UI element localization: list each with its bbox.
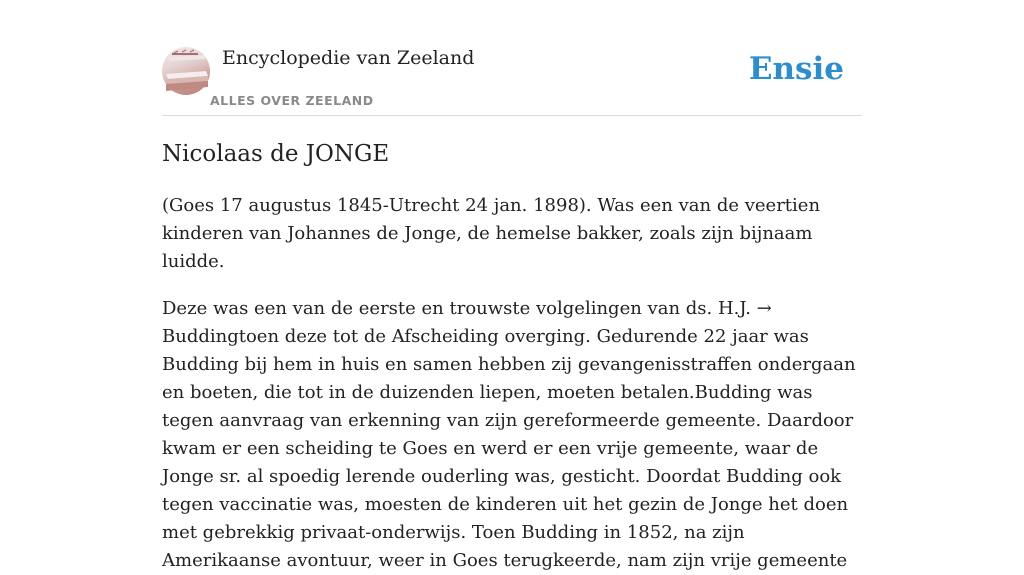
- article-paragraph: (Goes 17 augustus 1845-Utrecht 24 jan. 1898). Was een van de veertien kinderen van Johannes de Jonge, de hemelse bakker, zoals zijn bijnaam luidde.: [162, 195, 821, 272]
- site-logo[interactable]: [162, 47, 210, 95]
- book-stack-icon: [162, 47, 210, 95]
- article: [162, 136, 867, 575]
- site-title[interactable]: Encyclopedie van Zeeland: [222, 47, 475, 69]
- site-tagline: ALLES OVER ZEELAND: [210, 93, 374, 108]
- article-paragraph: Deze was een van de eerste en trouwste volgelingen van ds. H.J. → Buddingtoen deze tot de Afscheiding overging. Gedurende 22 jaar was Budding bij hem in huis en samen hebben zij gevangenisstraffen ondergaan en boeten, die tot in de duizenden liepen, moeten betalen.Budding was tegen aanvraag van erkenning van zijn gereformeerde gemeente. Daardoor kwam er een scheiding te Goes en werd er een vrije gemeente, waar de Jonge sr. al spoedig lerende ouderling was, gesticht. Doordat Budding ook tegen vaccinatie was, moesten de kinderen uit het gezin de Jonge het doen met gebrekkig privaat-onderwijs. Toen Budding in 1852, na zijn Amerikaanse avontuur, weer in Goes terugkeerde, nam zijn vrije gemeente: [162, 298, 856, 571]
- brand-logo-link[interactable]: Ensie: [748, 51, 844, 87]
- article-title: Nicolaas de JONGE: [162, 141, 390, 167]
- site-header: [162, 0, 862, 116]
